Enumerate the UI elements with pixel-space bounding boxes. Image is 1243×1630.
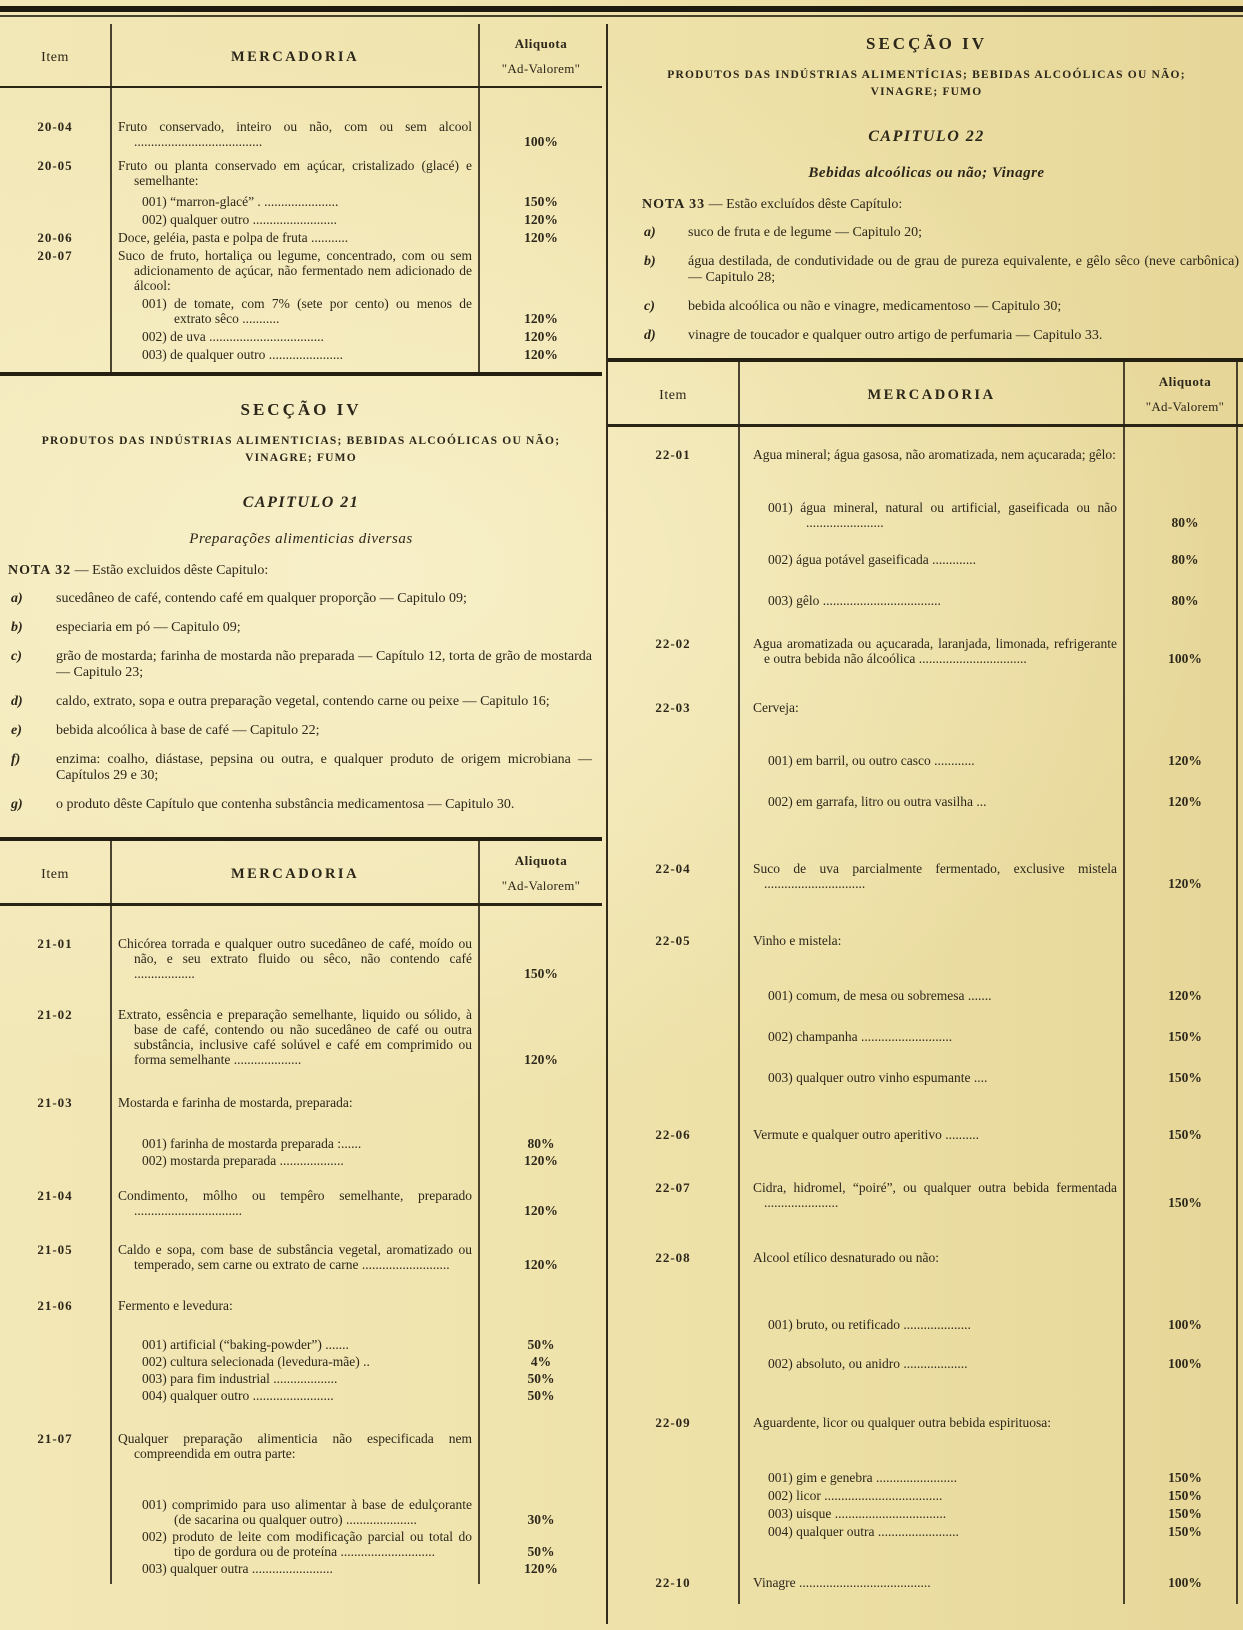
chapter-subtitle: Bebidas alcoólicas ou não; Vinagre: [808, 165, 1045, 181]
table-row: [0, 194, 602, 209]
table-header: [0, 841, 602, 906]
nota-text: bebida alcoólica à base de café — Capitulo 22;: [56, 723, 320, 738]
table-header: [0, 24, 602, 88]
table-row: [0, 1298, 602, 1313]
section-caption: PRODUTOS DAS INDÚSTRIAS ALIMENTICIAS; BEBIDAS ALCOÓLICAS OU NÃO; VINAGRE; FUMO: [41, 435, 561, 464]
aliquota-value: 100%: [1168, 651, 1202, 666]
mercadoria-text: 001) comprimido para uso alimentar à base de edulçorante (de sacarina ou qualquer outro) .....................: [142, 1497, 472, 1527]
mercadoria-text: 002) licor ...................................: [768, 1488, 943, 1503]
mercadoria-text: 002) de uva ..................................: [142, 329, 324, 344]
aliquota-value: 150%: [1168, 1070, 1202, 1085]
table-row: [0, 1529, 602, 1559]
mercadoria-text: 002) absoluto, ou anidro ...................: [768, 1356, 968, 1371]
aliquota-value: 120%: [524, 1561, 558, 1576]
table-row: [0, 1242, 602, 1272]
header-item: Item: [41, 50, 69, 65]
header-mercadoria: MERCADORIA: [867, 387, 996, 403]
section-heading: [608, 36, 1243, 181]
table-row: [0, 936, 602, 981]
nota-33: [608, 197, 1243, 344]
mercadoria-text: 001) comum, de mesa ou sobremesa .......: [768, 988, 992, 1003]
item-code: 22-02: [655, 636, 691, 651]
item-code: 20-07: [37, 248, 73, 263]
aliquota-value: 150%: [1168, 1524, 1202, 1539]
aliquota-value: 120%: [1168, 988, 1202, 1003]
table-row: [608, 1415, 1243, 1430]
top-double-rule: [0, 6, 1243, 20]
table-row: [0, 1497, 602, 1527]
mercadoria-text: 003) qualquer outro vinho espumante ....: [768, 1070, 988, 1085]
nota-text: suco de fruta e de legume — Capitulo 20;: [688, 225, 923, 240]
mercadoria-text: 001) gim e genebra ........................: [768, 1470, 957, 1485]
nota-text: sucedâneo de café, contendo café em qualquer proporção — Capitulo 09;: [56, 591, 467, 606]
mercadoria-text: Vinho e mistela:: [753, 933, 842, 948]
aliquota-value: 120%: [524, 230, 558, 245]
aliquota-value: 120%: [524, 311, 558, 326]
mercadoria-text: Fruto conservado, inteiro ou não, com ou sem alcool ......................................: [118, 119, 472, 149]
table-header: [608, 362, 1243, 427]
mercadoria-text: 001) de tomate, com 7% (sete por cento) ou menos de extrato sêco ...........: [142, 296, 472, 326]
table-row: [608, 636, 1243, 666]
item-code: 21-05: [37, 1242, 73, 1257]
item-code: 22-08: [655, 1250, 691, 1265]
mercadoria-text: Aguardente, licor ou qualquer outra bebida espirituosa:: [753, 1415, 1052, 1430]
mercadoria-text: 002) produto de leite com modificação parcial ou total do tipo de gordura ou de proteína ............................: [142, 1529, 472, 1559]
mercadoria-text: 002) champanha ...........................: [768, 1029, 953, 1044]
aliquota-value: 80%: [1171, 593, 1199, 608]
table-row: [608, 1070, 1243, 1085]
table-row: [608, 1029, 1243, 1044]
item-code: 20-06: [37, 230, 73, 245]
item-code: 20-04: [37, 119, 73, 134]
table-row: [0, 347, 602, 362]
item-code: 21-02: [37, 1007, 73, 1022]
left-column: [0, 24, 602, 1584]
nota-item: [0, 620, 602, 636]
aliquota-value: 150%: [524, 194, 558, 209]
header-mercadoria: MERCADORIA: [230, 49, 360, 65]
aliquota-value: 30%: [527, 1512, 555, 1527]
mercadoria-text: 004) qualquer outro ........................: [142, 1388, 334, 1403]
table-row: [0, 1371, 602, 1386]
nota-letter: a): [11, 591, 23, 606]
nota-item: [608, 299, 1243, 315]
header-mercadoria: MERCADORIA: [230, 866, 360, 882]
nota-item: [608, 328, 1243, 344]
nota-item: [0, 649, 602, 681]
aliquota-value: 50%: [527, 1544, 555, 1559]
table-row: [608, 1488, 1243, 1503]
table-body: [0, 906, 602, 1584]
nota-list: [608, 225, 1243, 344]
table-row: [608, 1250, 1243, 1265]
nota-text: grão de mostarda; farinha de mostarda não preparada — Capítulo 12, torta de grão de mostarda — Capitulo 23;: [56, 649, 592, 680]
nota-letter: b): [11, 620, 23, 635]
mercadoria-text: 003) para fim industrial ...................: [142, 1371, 338, 1386]
mercadoria-text: Doce, geléia, pasta e polpa de fruta ...........: [118, 230, 349, 245]
nota-letter: f): [11, 752, 21, 767]
aliquota-value: 150%: [1168, 1488, 1202, 1503]
table-row: [608, 1575, 1243, 1590]
table-row: [608, 794, 1243, 809]
table-row: [0, 296, 602, 326]
section-title: SECÇÃO IV: [240, 400, 362, 419]
table-row: [608, 447, 1243, 462]
section-caption: PRODUTOS DAS INDÚSTRIAS ALIMENTÍCIAS; BEBIDAS ALCOÓLICAS OU NÃO; VINAGRE; FUMO: [667, 69, 1186, 98]
table-row: [0, 1337, 602, 1352]
mercadoria-text: Chicórea torrada e qualquer outro sucedâneo de café, moído ou não, e seu extrato fluido ou sêco, não contendo café ..................: [118, 936, 472, 981]
item-code: 22-01: [655, 447, 691, 462]
aliquota-value: 120%: [524, 329, 558, 344]
aliquota-value: 120%: [1168, 753, 1202, 768]
table-row: [608, 1317, 1243, 1332]
mercadoria-text: 001) bruto, ou retificado ....................: [768, 1317, 971, 1332]
mercadoria-text: 003) de qualquer outro ......................: [142, 347, 343, 362]
mercadoria-text: Fermento e levedura:: [118, 1298, 233, 1313]
aliquota-value: 150%: [1168, 1127, 1202, 1142]
nota-text: enzima: coalho, diástase, pepsina ou outra, e qualquer produto de origem microbiana — Capítulos 29 e 30;: [56, 752, 592, 783]
nota-letter: g): [11, 797, 23, 812]
nota-letter: d): [11, 694, 23, 709]
aliquota-value: 120%: [1168, 794, 1202, 809]
table-row: [0, 329, 602, 344]
mercadoria-text: Suco de fruto, hortaliça ou legume, concentrado, com ou sem adicionamento de açúcar, não fermentado nem adicionado de álcool:: [118, 248, 472, 293]
mercadoria-text: Cerveja:: [753, 700, 799, 715]
aliquota-value: 100%: [524, 134, 558, 149]
aliquota-value: 100%: [1168, 1317, 1202, 1332]
mercadoria-text: 004) qualquer outra ........................: [768, 1524, 959, 1539]
header-item: Item: [659, 388, 687, 403]
aliquota-value: 150%: [1168, 1470, 1202, 1485]
mercadoria-text: 001) artificial (“baking-powder”) .......: [142, 1337, 349, 1352]
nota-item: [0, 797, 602, 813]
section-heading: [0, 402, 602, 547]
mercadoria-text: 001) em barril, ou outro casco ............: [768, 753, 975, 768]
table-row: [0, 1136, 602, 1151]
item-code: 20-05: [37, 158, 73, 173]
mercadoria-text: 003) qualquer outra ........................: [142, 1561, 333, 1576]
aliquota-value: 50%: [527, 1337, 555, 1352]
item-code: 22-04: [655, 861, 691, 876]
nota-heading: NOTA 32 — Estão excluidos dêste Capitulo:: [8, 563, 269, 578]
mercadoria-text: 002) cultura selecionada (levedura-mãe) ..: [142, 1354, 370, 1369]
item-code: 22-07: [655, 1180, 691, 1195]
tariff-table-chapter21: [0, 837, 602, 1584]
mercadoria-text: 002) mostarda preparada ...................: [142, 1153, 344, 1168]
item-code: 22-05: [655, 933, 691, 948]
table-row: [608, 500, 1243, 530]
table-row: [608, 552, 1243, 567]
table-row: [608, 753, 1243, 768]
table-row: [0, 1431, 602, 1461]
table-body: [608, 427, 1243, 1604]
mercadoria-text: Condimento, môlho ou tempêro semelhante, preparado ................................: [118, 1188, 472, 1218]
nota-text: o produto dêste Capítulo que contenha substância medicamentosa — Capitulo 30.: [56, 797, 515, 812]
nota-item: [608, 254, 1243, 286]
aliquota-value: 150%: [1168, 1506, 1202, 1521]
nota-item: [0, 694, 602, 710]
nota-32: [0, 563, 602, 813]
aliquota-value: 150%: [1168, 1195, 1202, 1210]
table-row: [0, 1007, 602, 1067]
mercadoria-text: 003) uisque .................................: [768, 1506, 947, 1521]
table-row: [0, 1188, 602, 1218]
mercadoria-text: 001) água mineral, natural ou artificial, gaseificada ou não .......................: [768, 500, 1117, 530]
aliquota-value: 120%: [524, 347, 558, 362]
aliquota-value: 80%: [527, 1136, 555, 1151]
item-code: 21-06: [37, 1298, 73, 1313]
aliquota-value: 100%: [1168, 1356, 1202, 1371]
table-row: [608, 700, 1243, 715]
aliquota-value: 80%: [1171, 515, 1199, 530]
mercadoria-text: 001) farinha de mostarda preparada :......: [142, 1136, 362, 1151]
aliquota-value: 120%: [524, 1153, 558, 1168]
aliquota-value: 120%: [524, 1052, 558, 1067]
nota-letter: c): [11, 649, 22, 664]
mercadoria-text: 003) gêlo ...................................: [768, 593, 941, 608]
item-code: 22-03: [655, 700, 691, 715]
aliquota-value: 120%: [1168, 876, 1202, 891]
mercadoria-text: Fruto ou planta conservado em açúcar, cristalizado (glacé) e semelhante:: [118, 158, 472, 188]
mercadoria-text: Vinagre .......................................: [753, 1575, 931, 1590]
table-body: [0, 88, 602, 372]
item-code: 21-03: [37, 1095, 73, 1110]
item-code: 22-10: [655, 1575, 691, 1590]
table-row: [0, 158, 602, 188]
table-row: [0, 248, 602, 293]
table-row: [608, 1127, 1243, 1142]
section-title: SECÇÃO IV: [866, 34, 987, 53]
header-item: Item: [41, 867, 69, 882]
table-row: [0, 1388, 602, 1403]
table-row: [0, 212, 602, 227]
aliquota-value: 120%: [524, 1203, 558, 1218]
table-row: [608, 933, 1243, 948]
table-row: [608, 1506, 1243, 1521]
mercadoria-text: Agua aromatizada ou açucarada, laranjada, limonada, refrigerante e outra bebida não álcoólica ................................: [753, 636, 1117, 666]
header-aliquota: Aliquota "Ad-Valorem": [1145, 374, 1225, 414]
mercadoria-text: 002) água potável gaseificada .............: [768, 552, 977, 567]
nota-text: especiaria em pó — Capitulo 09;: [56, 620, 241, 635]
tariff-table-chapter22: [608, 358, 1243, 1604]
item-code: 22-09: [655, 1415, 691, 1430]
nota-item: [0, 752, 602, 784]
mercadoria-text: 002) qualquer outro .........................: [142, 212, 337, 227]
table-row: [608, 861, 1243, 891]
nota-text: caldo, extrato, sopa e outra preparação vegetal, contendo carne ou peixe — Capitulo 16;: [56, 694, 550, 709]
nota-text: água destilada, de condutividade ou de grau de pureza equivalente, e gêlo sêco (neve carbônica) — Capitulo 28;: [688, 254, 1239, 285]
table-row: [0, 1561, 602, 1576]
table-row: [0, 1354, 602, 1369]
table-row: [608, 1524, 1243, 1539]
aliquota-value: 150%: [1168, 1029, 1202, 1044]
nota-text: bebida alcoólica ou não e vinagre, medicamentoso — Capitulo 30;: [688, 299, 1062, 314]
item-code: 22-06: [655, 1127, 691, 1142]
nota-letter: b): [644, 254, 656, 269]
item-code: 21-01: [37, 936, 73, 951]
mercadoria-text: Qualquer preparação alimenticia não especificada nem compreendida em outra parte:: [118, 1431, 472, 1461]
aliquota-value: 80%: [1171, 552, 1199, 567]
table-row: [0, 1153, 602, 1168]
mercadoria-text: Caldo e sopa, com base de substância vegetal, aromatizado ou temperado, sem carne ou extrato de carne ..........................: [118, 1242, 472, 1272]
chapter-title: CAPITULO 22: [868, 128, 985, 145]
table-row: [608, 1180, 1243, 1210]
nota-list: [0, 591, 602, 813]
mercadoria-text: Extrato, essência e preparação semelhante, liquido ou sólido, à base de café, contendo ou não sucedâneo de café ou outra substância, inclusive café solúvel e café em comprimido ou forma semelhante ....................: [118, 1007, 472, 1067]
aliquota-value: 50%: [527, 1388, 555, 1403]
mercadoria-text: 001) “marron-glacé” . ......................: [142, 194, 339, 209]
table-row: [608, 593, 1243, 608]
aliquota-value: 4%: [530, 1354, 552, 1369]
right-column: [606, 24, 1243, 1624]
table-row: [608, 1356, 1243, 1371]
table-row: [0, 1095, 602, 1110]
aliquota-value: 120%: [524, 212, 558, 227]
item-code: 21-07: [37, 1431, 73, 1446]
nota-letter: d): [644, 328, 656, 343]
nota-item: [608, 225, 1243, 241]
table-row: [0, 230, 602, 245]
header-aliquota: Aliquota "Ad-Valorem": [501, 36, 581, 76]
item-code: 21-04: [37, 1188, 73, 1203]
nota-letter: e): [11, 723, 22, 738]
mercadoria-text: 002) em garrafa, litro ou outra vasilha ...: [768, 794, 987, 809]
aliquota-value: 120%: [524, 1257, 558, 1272]
chapter-subtitle: Preparações alimenticias diversas: [189, 531, 413, 547]
tariff-table-chapter20: [0, 24, 602, 376]
mercadoria-text: Alcool etílico desnaturado ou não:: [753, 1250, 939, 1265]
nota-item: [0, 723, 602, 739]
header-aliquota: Aliquota "Ad-Valorem": [501, 853, 581, 893]
nota-text: vinagre de toucador e qualquer outro artigo de perfumaria — Capitulo 33.: [688, 328, 1103, 343]
nota-letter: c): [644, 299, 655, 314]
mercadoria-text: Agua mineral; água gasosa, não aromatizada, nem açucarada; gêlo:: [753, 447, 1116, 462]
mercadoria-text: Cidra, hidromel, “poiré”, ou qualquer outra bebida fermentada ......................: [753, 1180, 1117, 1210]
nota-item: [0, 591, 602, 607]
table-row: [608, 1470, 1243, 1485]
aliquota-value: 50%: [527, 1371, 555, 1386]
table-row: [608, 988, 1243, 1003]
mercadoria-text: Suco de uva parcialmente fermentado, exclusive mistela ..............................: [753, 861, 1117, 891]
mercadoria-text: Mostarda e farinha de mostarda, preparada:: [118, 1095, 353, 1110]
nota-heading: NOTA 33 — Estão excluídos dêste Capítulo:: [642, 197, 903, 212]
aliquota-value: 150%: [524, 966, 558, 981]
table-row: [0, 119, 602, 149]
aliquota-value: 100%: [1168, 1575, 1202, 1590]
chapter-title: CAPITULO 21: [242, 494, 360, 511]
nota-letter: a): [644, 225, 656, 240]
mercadoria-text: Vermute e qualquer outro aperitivo ..........: [753, 1127, 980, 1142]
